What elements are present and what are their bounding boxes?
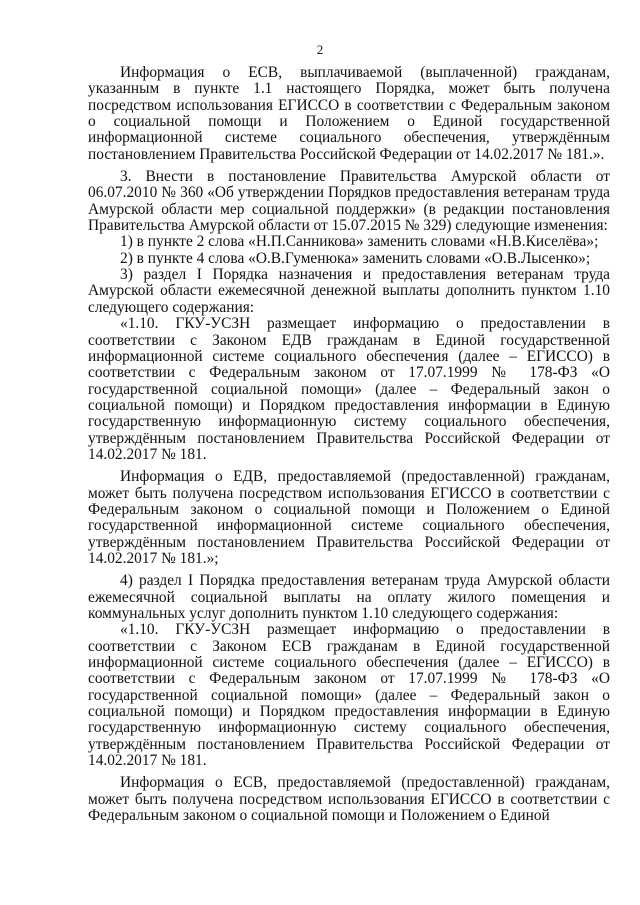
paragraph-subitem-1: 1) в пункте 2 слова «Н.П.Санникова» заменить словами «Н.В.Киселёва»;	[120, 233, 599, 251]
paragraph-egisso-esv-info: Информация о ЕСВ, выплачиваемой (выплаченной) гражданам, указанным в пункте 1.1 настоящего Порядка, может быть получена посредством использования ЕГИССО в соответствии с Федеральным законом о социальной помощи и Положением о Единой государственной информационной системе социального обеспечения, утверждённым постановлением Правительства Российской Федерации от 14.02.2017 № 181.».	[88, 64, 610, 163]
paragraph-subitem-3: 3) раздел I Порядка назначения и предоставления ветеранам труда Амурской области ежемесячной денежной выплаты дополнить пунктом 1.10 следующего содержания:	[88, 266, 610, 316]
paragraph-esv-info: Информация о ЕСВ, предоставляемой (предоставленной) гражданам, может быть получена посредством использования ЕГИССО в соответствии с Федеральным законом о социальной помощи и Положением о Единой	[88, 774, 610, 825]
paragraph-subitem-4: 4) раздел I Порядка предоставления ветеранам труда Амурской области ежемесячной социальной выплаты на оплату жилого помещения и коммунальных услуг дополнить пунктом 1.10 следующего содержания:	[88, 572, 610, 622]
paragraph-item-3: 3. Внести в постановление Правительства Амурской области от 06.07.2010 № 360 «Об утверждении Порядков предоставления ветеранам труда Амурской области мер социальной поддержки» (в редакции постановления Правительства Амурской области от 15.07.2015 № 329) следующие изменения:	[88, 168, 610, 235]
paragraph-edv-info: Информация о ЕДВ, предоставляемой (предоставленной) гражданам, может быть получена посредством использования ЕГИССО в соответствии с Федеральным законом о социальной помощи и Положением о Единой государственной информационной системе социального обеспечения, утверждённым постановлением Правительства Российской Федерации от 14.02.2017 № 181.»;	[88, 468, 610, 567]
page-number: 2	[316, 42, 324, 57]
paragraph-point-1-10-edv: «1.10. ГКУ-УСЗН размещает информацию о предоставлении в соответствии с Законом ЕДВ гражданам в Единой государственной информационной системе социального обеспечения (далее – ЕГИССО) в соответствии с Федеральным законом от 17.07.1999 № 178-ФЗ «О государственной социальной помощи» (далее – Федеральный закон о социальной помощи) и Порядком предоставления информации в Единую государственную информационную систему социального обеспечения, утверждённым постановлением Правительства Российской Федерации от 14.02.2017 № 181.	[88, 315, 610, 463]
paragraph-point-1-10-esv: «1.10. ГКУ-УСЗН размещает информацию о предоставлении в соответствии с Законом ЕСВ гражданам в Единой государственной информационной системе социального обеспечения (далее – ЕГИССО) в соответствии с Федеральным законом от 17.07.1999 № 178-ФЗ «О государственной социальной помощи» (далее – Федеральный закон о социальной помощи) и Порядком предоставления информации в Единую государственную информационную систему социального обеспечения, утверждённым постановлением Правительства Российской Федерации от 14.02.2017 № 181.	[88, 621, 610, 770]
paragraph-subitem-2: 2) в пункте 4 слова «О.В.Гуменюка» заменить словами «О.В.Лысенко»;	[120, 249, 591, 267]
document-body	[88, 65, 610, 824]
